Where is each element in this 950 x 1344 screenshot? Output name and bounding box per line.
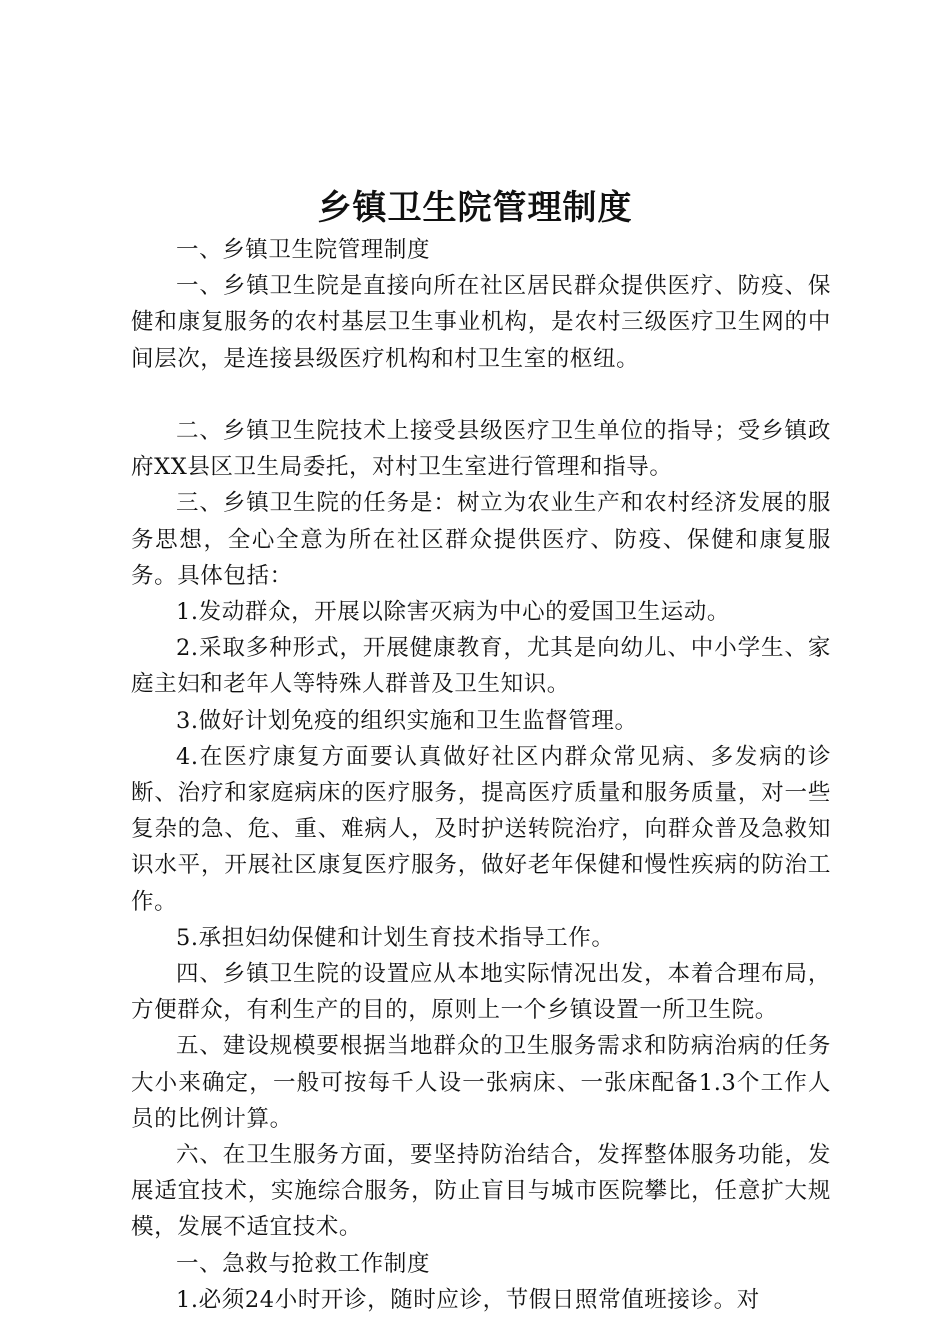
section-heading-management: 一、乡镇卫生院管理制度 bbox=[176, 237, 431, 263]
paragraph-article-3: 三、乡镇卫生院的任务是：树立为农业生产和农村经济发展的服务思想，全心全意为所在社区群众提供医疗、防疫、保健和康复服务。具体包括： bbox=[131, 490, 831, 589]
list-item-task-5: 5.承担妇幼保健和计划生育技术指导工作。 bbox=[176, 924, 615, 951]
paragraph-article-2: 二、乡镇卫生院技术上接受县级医疗卫生单位的指导；受乡镇政府XX县区卫生局委托，对村卫生室进行管理和指导。 bbox=[131, 418, 831, 481]
list-item-emergency-1: 1.必须24小时开诊，随时应诊，节假日照常值班接诊。对 bbox=[176, 1286, 760, 1313]
section-heading-emergency: 一、急救与抢救工作制度 bbox=[176, 1250, 431, 1277]
paragraph-article-1: 一、乡镇卫生院是直接向所在社区居民群众提供医疗、防疫、保健和康复服务的农村基层卫生事业机构，是农村三级医疗卫生网的中间层次，是连接县级医疗机构和村卫生室的枢纽。 bbox=[131, 273, 831, 372]
paragraph-article-4: 四、乡镇卫生院的设置应从本地实际情况出发，本着合理布局，方便群众，有利生产的目的，原则上一个乡镇设置一所卫生院。 bbox=[131, 961, 831, 1024]
document-title: 乡镇卫生院管理制度 bbox=[317, 188, 633, 228]
list-item-task-2: 2.采取多种形式，开展健康教育，尤其是向幼儿、中小学生、家庭主妇和老年人等特殊人群普及卫生知识。 bbox=[131, 635, 831, 698]
list-item-task-3: 3.做好计划免疫的组织实施和卫生监督管理。 bbox=[176, 707, 638, 734]
paragraph-article-5: 五、建设规模要根据当地群众的卫生服务需求和防病治病的任务大小来确定，一般可按每千人设一张病床、一张床配备1.3个工作人员的比例计算。 bbox=[131, 1033, 831, 1132]
list-item-task-4: 4.在医疗康复方面要认真做好社区内群众常见病、多发病的诊断、治疗和家庭病床的医疗服务，提高医疗质量和服务质量，对一些复杂的急、危、重、难病人，及时护送转院治疗，向群众普及急救知识水平，开展社区康复医疗服务，做好老年保健和慢性疾病的防治工作。 bbox=[131, 743, 831, 915]
list-item-task-1: 1.发动群众，开展以除害灭病为中心的爱国卫生运动。 bbox=[176, 599, 730, 626]
paragraph-article-6: 六、在卫生服务方面，要坚持防治结合，发挥整体服务功能，发展适宜技术，实施综合服务，防止盲目与城市医院攀比，任意扩大规模，发展不适宜技术。 bbox=[131, 1142, 831, 1241]
document-body bbox=[131, 232, 831, 1318]
